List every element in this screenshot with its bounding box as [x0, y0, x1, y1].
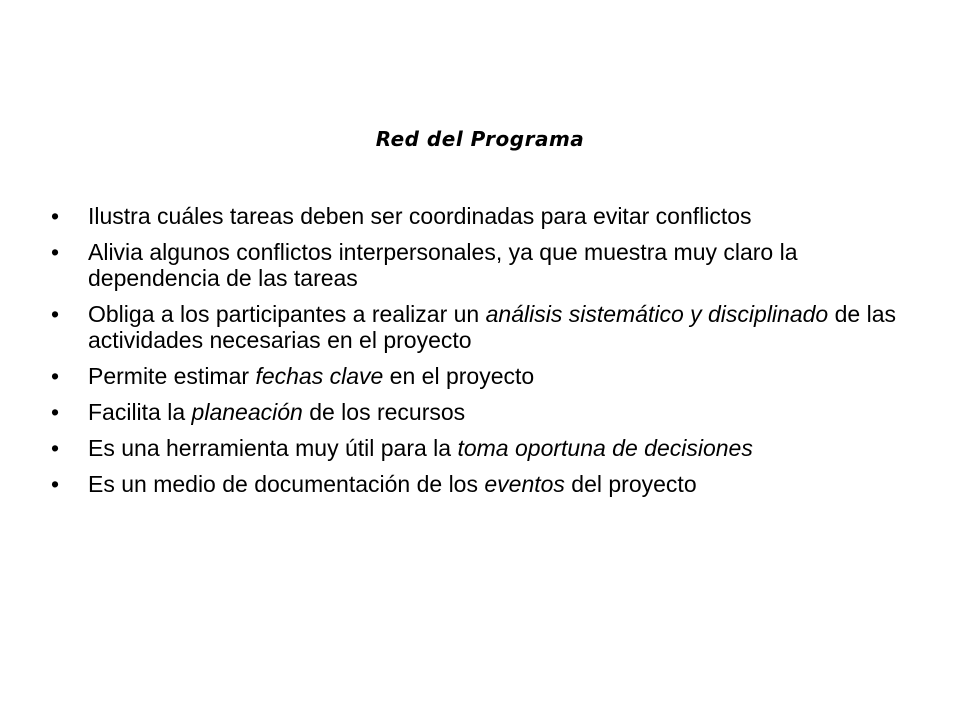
emphasis-text: toma oportuna de decisiones	[457, 435, 753, 461]
bullet-text-segment: en el proyecto	[383, 363, 535, 389]
bullet-text	[88, 203, 752, 229]
bullet-item	[48, 239, 908, 291]
bullet-dot-icon: •	[51, 399, 60, 425]
bullet-dot-icon: •	[51, 239, 60, 265]
bullet-text-segment: Alivia algunos conflictos interpersonales, ya que muestra muy claro la dependencia de las tareas	[88, 239, 798, 291]
emphasis-text: fechas clave	[255, 363, 384, 389]
bullet-item	[48, 435, 908, 461]
bullet-text	[88, 363, 534, 389]
bullet-text	[88, 471, 697, 497]
bullet-dot-icon: •	[51, 471, 60, 497]
bullet-text-segment: Es una herramienta muy útil para la	[88, 435, 458, 461]
bullet-dot-icon: •	[51, 363, 60, 389]
bullet-item	[48, 399, 908, 425]
bullet-item	[48, 203, 908, 229]
bullet-text	[88, 239, 798, 291]
bullet-text-segment: de los recursos	[302, 399, 466, 425]
bullet-text-segment: Es un medio de documentación de los	[88, 471, 485, 497]
bullet-text-segment: Facilita la	[88, 399, 192, 425]
emphasis-text: planeación	[191, 399, 303, 425]
bullet-text-segment: Obliga a los participantes a realizar un	[88, 301, 486, 327]
bullet-item	[48, 363, 908, 389]
bullet-item	[48, 301, 908, 353]
bullet-dot-icon: •	[51, 435, 60, 461]
bullet-text	[88, 399, 465, 425]
bullet-dot-icon: •	[51, 203, 60, 229]
bullet-text	[88, 301, 896, 353]
bullet-text	[88, 435, 753, 461]
bullet-dot-icon: •	[51, 301, 60, 327]
bullet-text-segment: Permite estimar	[88, 363, 256, 389]
bullet-text-segment: de las actividades necesarias en el proyecto	[88, 301, 896, 353]
bullet-text-segment: Ilustra cuáles tareas deben ser coordinadas para evitar conflictos	[88, 203, 752, 229]
bullet-text-segment: del proyecto	[564, 471, 697, 497]
emphasis-text: eventos	[484, 471, 565, 497]
slide-title: Red del Programa	[375, 127, 585, 151]
bullet-item	[48, 471, 908, 497]
emphasis-text: análisis sistemático y disciplinado	[485, 301, 829, 327]
bullet-list	[48, 203, 908, 507]
